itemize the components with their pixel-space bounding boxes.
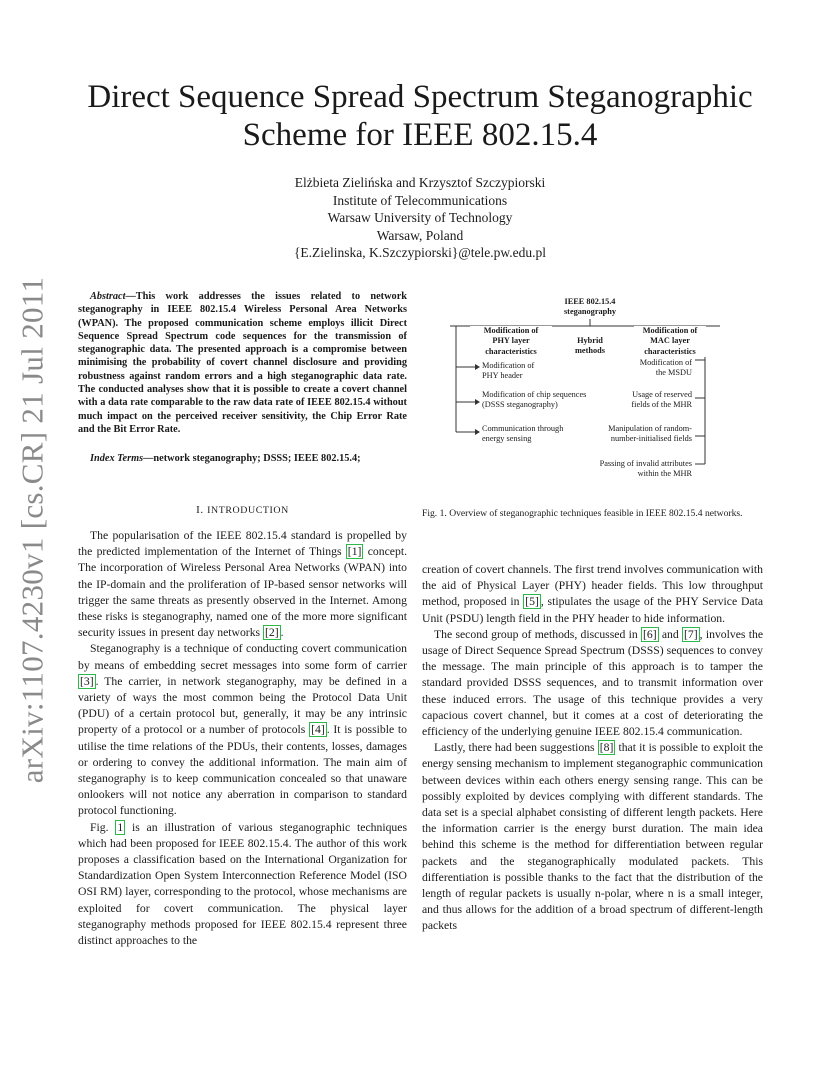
node-text: Manipulation of random- — [608, 424, 692, 433]
citation-link[interactable]: [6] — [642, 627, 657, 641]
citation-link[interactable]: [2] — [265, 626, 279, 640]
node-text: within the MHR — [637, 469, 692, 479]
text-run: concept. The incorporation of Wireless Personal Area Networks (WPAN) into the IP-domain and the proliferation of IP-based sensor networks will trigger the same threats as presently observed in the Internet. Among these risks is steganography, named one of the more more significant security issues in present day networks — [78, 545, 407, 640]
text-run: and — [658, 627, 683, 641]
node-chip-sequences — [482, 390, 586, 411]
author-institute: Institute of Telecommunications — [332, 192, 508, 208]
figure-1-diagram — [450, 292, 740, 490]
author-email: {E.Zielinska, K.Szczypiorski}@tele.pw.edu.pl — [293, 245, 547, 260]
figure-caption: Fig. 1. Overview of steganographic techniques feasible in IEEE 802.15.4 networks. — [422, 508, 743, 519]
node-text: Modification of — [642, 326, 698, 335]
text-run: that it is possible to exploit the energy sensing mechanism to implement steganographic communication between devices within each others energy sensing range. This can be possibly exploited by devices complying with different standards. The data set is a special alphabet consisting of different length packets. Here the information carrier is the energy burst duration. The main idea behind this scheme is the method for differentiation between regular packets and the steganographically modulated packets. This differentiation is possible thanks to the fact that the distribution of the length of regular packets is usually n-polar, where n is a small integer, and thus allows for the addition of a broad spectrum of different-length packets — [422, 741, 763, 933]
node-text: Modification of — [483, 326, 539, 335]
abstract-text: —This work addresses the issues related to network steganography in IEEE 802.15.4 Wireless Personal Area Networks (WPAN). The proposed communication scheme employs illicit Direct Sequence Spread Spectrum code sequences for the transmission of steganographic data. The presented approach is a compromise between minimising the probability of covert channel disclosure and providing robustness against random errors and a high steganographic data rate. The conducted analyses show that it is possible to create a covert channel with a data rate comparable to the raw data rate of IEEE 802.15.4 without much impact on the perceived receiver sensitivity, the Chip Error Rate and the Bit Error Rate. — [78, 291, 407, 435]
citation-link[interactable]: [8] — [599, 741, 614, 755]
node-text: fields of the MHR — [631, 400, 692, 410]
node-text: MAC layer — [650, 336, 690, 346]
citation-link[interactable]: [4] — [311, 723, 325, 737]
paragraph — [422, 562, 763, 627]
node-random-fields — [580, 424, 692, 445]
figure-reference-link[interactable]: 1 — [117, 820, 124, 834]
author-university: Warsaw University of Technology — [327, 210, 513, 225]
node-text: energy sensing — [482, 434, 532, 444]
paragraph — [78, 528, 407, 641]
citation-link[interactable]: [1] — [347, 545, 362, 559]
paragraph — [422, 740, 763, 934]
node-text: Communication through — [482, 424, 564, 433]
text-run: . The carrier, in network steganography, may be defined in a variety of ways the most common being the Protocol Data Unit (PDU) of a certain protocol but, generally, it may be any intrinsic property of a protocol or a number of protocols — [78, 674, 407, 737]
abstract-label: Abstract — [90, 291, 126, 302]
text-run: , involves the usage of Direct Sequence Spread Spectrum (DSSS) sequences to convey the message. The main principle of this approach is to tamper the standard provided DSSS sequences, and to transmit information over these induced errors. The usage of this technique provides a very capacious covert channel, but it comes at a cost of deteriorating the efficiency of the underlying genuine IEEE 802.15.4 communication. — [422, 627, 764, 739]
node-phy-header — [482, 361, 534, 382]
title-line-2: Scheme for IEEE 802.15.4 — [242, 117, 598, 153]
node-text: methods — [575, 346, 605, 356]
section-title: INTRODUCTION — [207, 505, 289, 516]
section-heading — [78, 504, 407, 516]
node-text: PHY layer — [492, 336, 530, 346]
text-run: Fig. — [90, 820, 116, 834]
text-run: is an illustration of various steganographic techniques which had been proposed for IEEE 802.15.4. The author of this work proposes a classification based on the International Organization for Standardization Open System Interconnection Reference Model (ISO OSI RM) layer, corresponding to the protocol, whose mechanisms are exploited for covert communication. The physical layer steganography methods proposed for IEEE 802.15.4 represent three distinct approaches to the — [78, 820, 408, 948]
node-text: Hybrid — [577, 336, 603, 345]
text-run: creation of covert channels. The first trend involves communication with the aid of Physical Layer (PHY) header fields. This low throughput method, proposed in — [422, 563, 763, 609]
arxiv-identifier — [12, 276, 52, 784]
node-text: PHY header — [482, 371, 523, 381]
text-run: The second group of methods, discussed in — [434, 627, 641, 641]
paragraph — [422, 627, 763, 740]
section-number: I. — [196, 504, 204, 516]
text-run: . — [280, 626, 284, 640]
node-text: characteristics — [485, 346, 537, 356]
node-text: Usage of reserved — [632, 390, 692, 399]
left-column-body — [78, 528, 407, 949]
node-text: number-initialised fields — [610, 434, 692, 444]
author-names: Elżbieta Zielińska and Krzysztof Szczypiorski — [294, 175, 546, 190]
author-block — [60, 174, 780, 262]
author-location: Warsaw, Poland — [376, 227, 464, 243]
index-terms — [78, 452, 407, 465]
node-mac-layer — [634, 326, 706, 357]
node-text: the MSDU — [655, 368, 692, 378]
arxiv-identifier-text: arXiv:1107.4230v1 [cs.CR] 21 Jul 2011 — [14, 276, 49, 784]
node-reserved-fields — [600, 390, 692, 411]
node-energy-sensing — [482, 424, 563, 445]
node-text: Passing of invalid attributes — [599, 459, 692, 468]
node-hybrid — [566, 336, 614, 357]
paragraph — [78, 641, 407, 819]
node-phy-layer — [470, 326, 552, 357]
citation-link[interactable]: [3] — [80, 674, 94, 688]
node-text: Modification of — [482, 361, 535, 370]
node-invalid-attributes — [572, 459, 692, 480]
right-column-body — [422, 562, 763, 935]
node-text: steganography — [563, 307, 617, 317]
text-run: , stipulates the usage of the PHY Service Data Unit (PSDU) length field in the PHY header to hide information. — [422, 595, 764, 625]
index-terms-text: —network steganography; DSSS; IEEE 802.15.4; — [143, 453, 361, 464]
paper-title — [60, 78, 780, 154]
title-line-1: Direct Sequence Spread Spectrum Steganographic — [87, 79, 753, 115]
citation-link[interactable]: [5] — [525, 595, 539, 609]
index-terms-label: Index Terms — [90, 453, 144, 464]
abstract — [78, 290, 407, 436]
node-text: IEEE 802.15.4 — [564, 297, 616, 306]
citation-link[interactable]: [7] — [684, 627, 698, 641]
text-run: The popularisation of the IEEE 802.15.4 standard is propelled by the predicted implementation of the Internet of Things — [78, 529, 407, 559]
node-text: Modification of chip sequences — [482, 390, 587, 399]
node-text: characteristics — [644, 346, 696, 356]
node-text: Modification of — [639, 358, 692, 367]
node-msdu — [610, 358, 692, 379]
paragraph — [78, 820, 407, 950]
node-text: (DSSS steganography) — [482, 400, 558, 410]
text-run: Steganography is a technique of conducting covert communication by means of embedding secret messages into some form of carrier — [78, 642, 407, 672]
text-run: . It is possible to utilise the time relations of the PDUs, their contents, losses, damages or ordering to convey the additional information. The main aim of steganography is to keep communication concealed so that unaware onlookers will not notice any aberration in comparison to standard protocol functioning. — [78, 723, 407, 818]
text-run: Lastly, there had been suggestions — [434, 741, 598, 755]
node-root — [550, 297, 630, 318]
